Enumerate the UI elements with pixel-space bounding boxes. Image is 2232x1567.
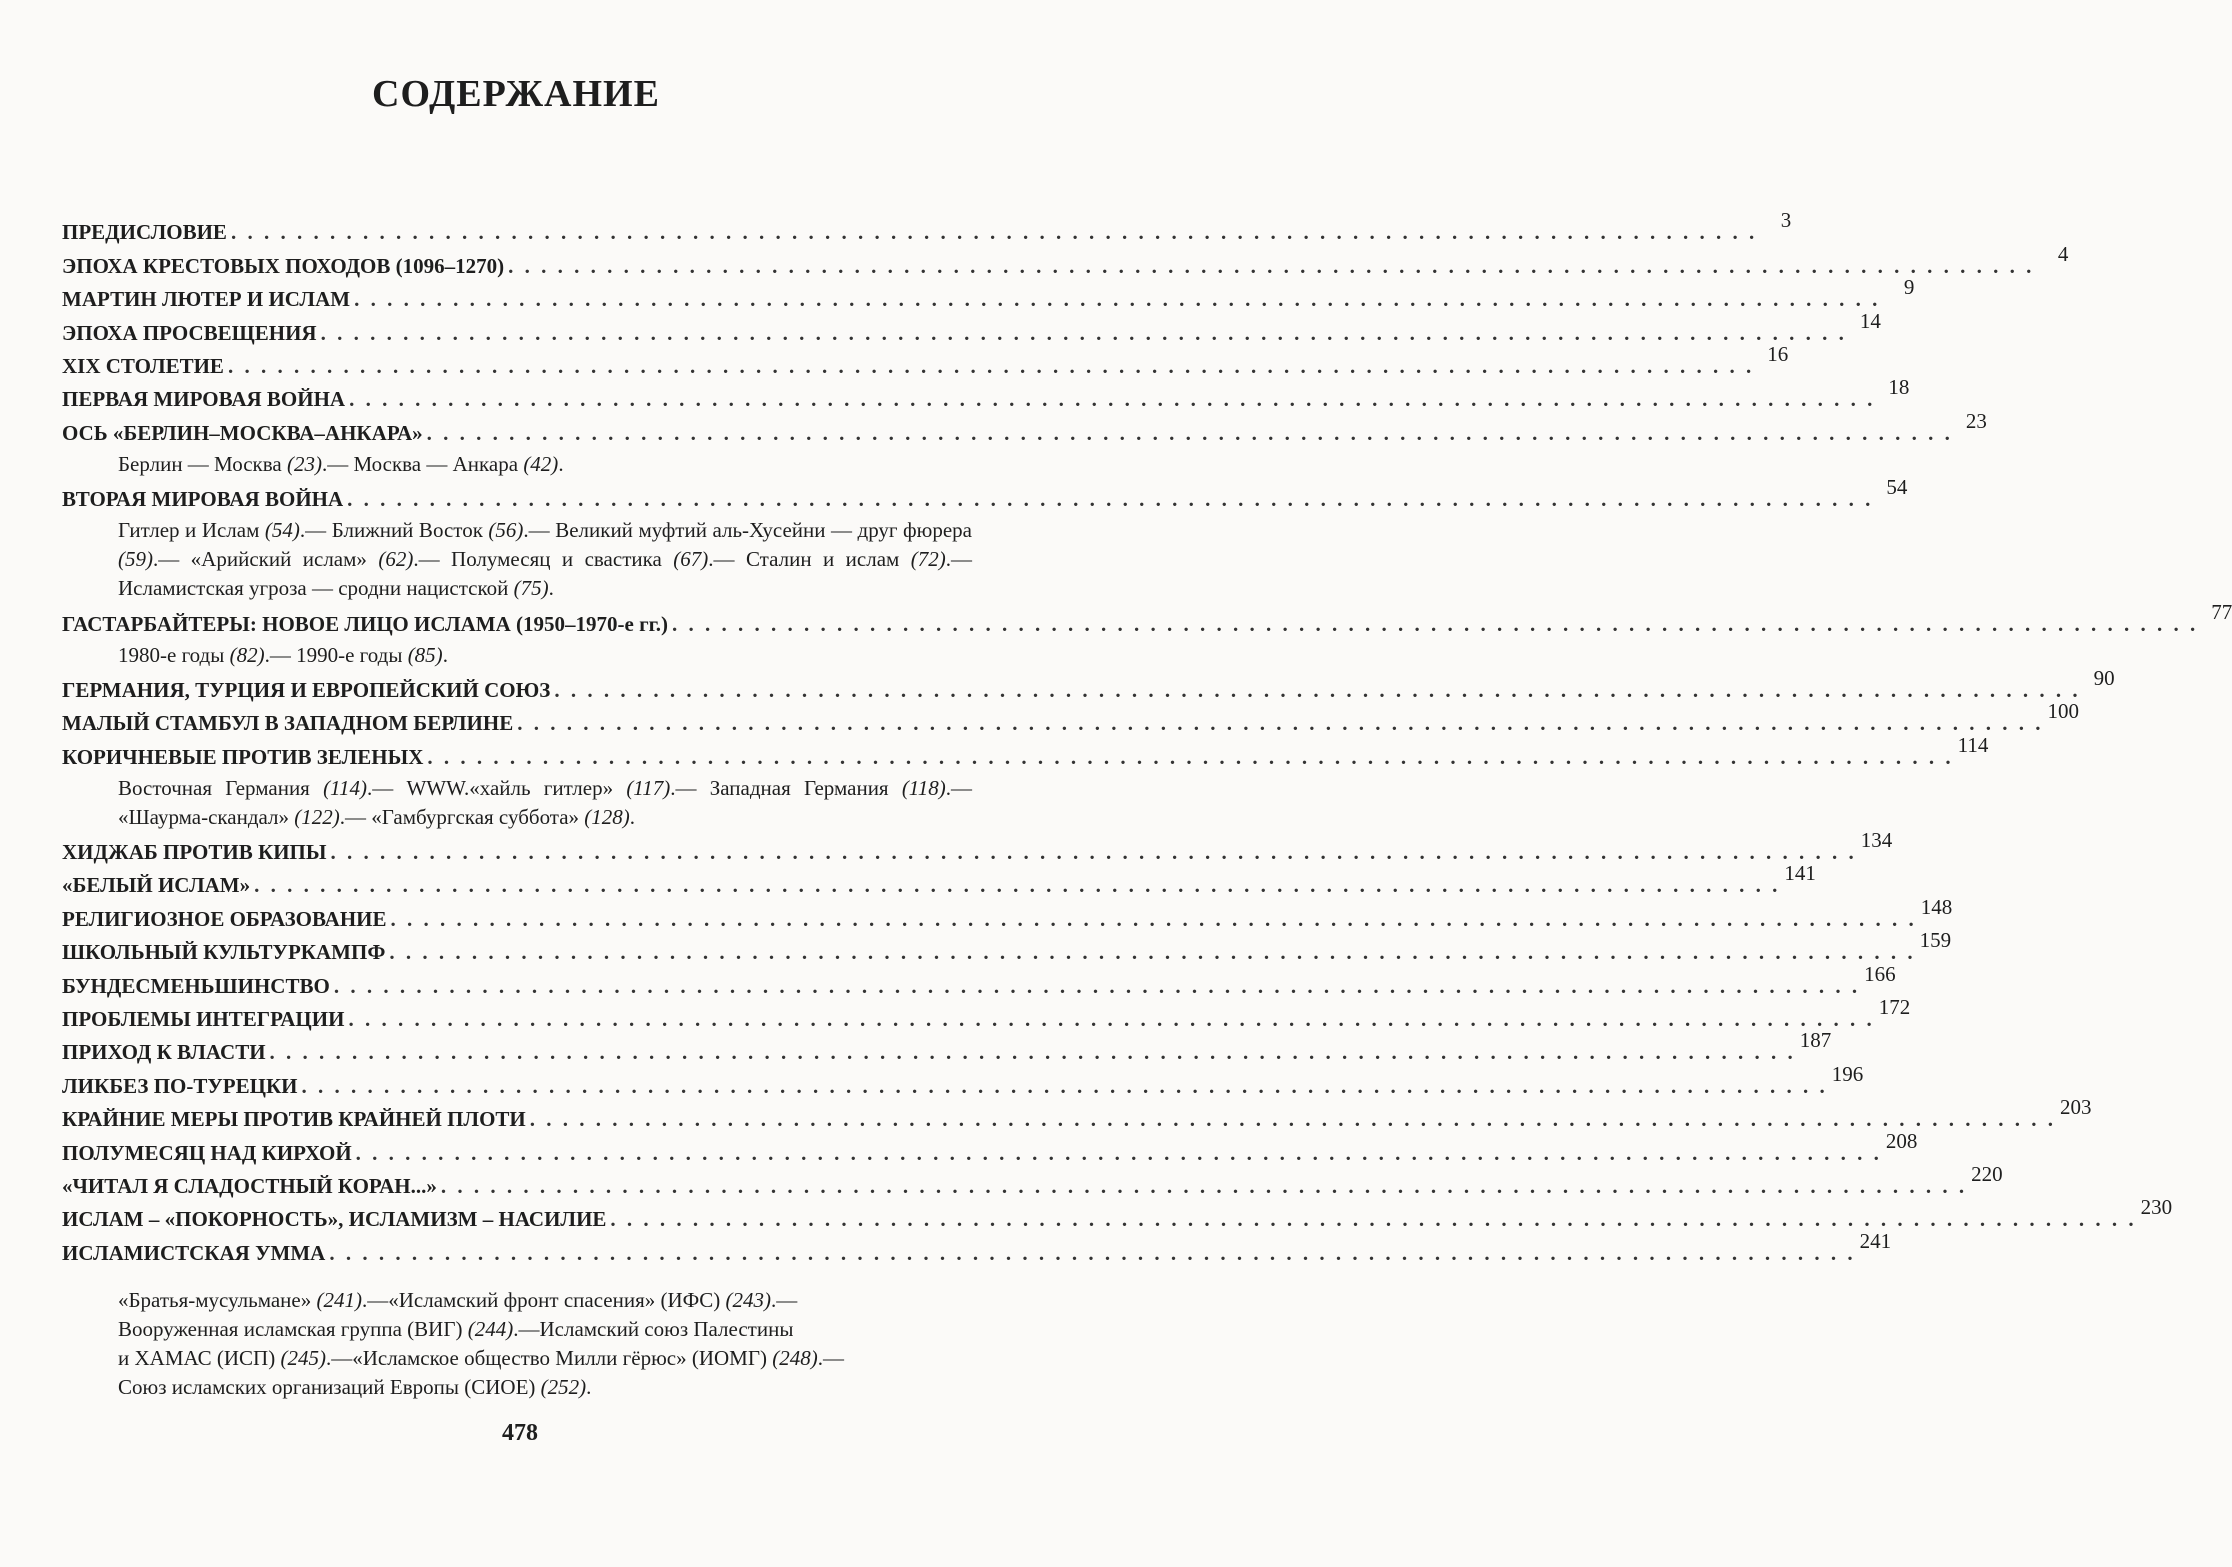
toc-leader-dots: . . . . . . . . . . . . . . . . . . . . . . . . . . . . . . . . . . . . . . . . . . . . . . . . . . . . . . . . . . . . . . . . . . . . . . . . . . . . . . . . . . . . . . . . . . . . . [389,940,1916,965]
toc-entry-label: БУНДЕСМЕНЬШИНСТВО [62,973,330,998]
toc-entry-label: КОРИЧНЕВЫЕ ПРОТИВ ЗЕЛЕНЫХ [62,744,424,769]
subentry-line: Вооруженная исламская группа (ВИГ) (244).—Исламский союз Палестины [118,1317,794,1341]
toc-entry-label: XIX СТОЛЕТИЕ [62,353,224,378]
toc-entry-label: ПОЛУМЕСЯЦ НАД КИРХОЙ [62,1140,352,1165]
table-of-contents [62,208,2232,1268]
toc-subentries-umma [118,1286,918,1402]
toc-entry-label: ЛИКБЕЗ ПО-ТУРЕЦКИ [62,1073,298,1098]
toc-entry [62,1128,1918,1167]
toc-leader-dots: . . . . . . . . . . . . . . . . . . . . . . . . . . . . . . . . . . . . . . . . . . . . . . . . . . . . . . . . . . . . . . . . . . . . . . . . . . . . . . . . . . . . . . . . . . . . . [227,353,1755,378]
toc-entry-page: 241 [1859,1228,1892,1253]
toc-entry [62,1061,1864,1100]
toc-leader-dots: . . . . . . . . . . . . . . . . . . . . . . . . . . . . . . . . . . . . . . . . . . . . . . . . . . . . . . . . . . . . . . . . . . . . . . . . . . . . . . . . . . . . . . . . . . . . . [354,287,1881,312]
toc-entry [62,861,1816,900]
toc-entry-label: РЕЛИГИОЗНОЕ ОБРАЗОВАНИЕ [62,906,387,931]
toc-entry-page: 114 [1957,732,1989,757]
toc-entry-page: 208 [1885,1128,1918,1153]
toc-entry-page: 196 [1831,1061,1864,1086]
toc-entry-page: 23 [1965,408,1987,433]
toc-entry [62,1195,2173,1234]
toc-leader-dots: . . . . . . . . . . . . . . . . . . . . . . . . . . . . . . . . . . . . . . . . . . . . . . . . . . . . . . . . . . . . . . . . . . . . . . . . . . . . . . . . . . . . . . . . . . . . . [426,420,1953,445]
toc-entry-page: 220 [1971,1161,2003,1186]
toc-entry [62,732,1989,771]
toc-entry [62,961,1896,1000]
toc-leader-dots: . . . . . . . . . . . . . . . . . . . . . . . . . . . . . . . . . . . . . . . . . . . . . . . . . . . . . . . . . . . . . . . . . . . . . . . . . . . . . . . . . . . . . . . . . . . . . [347,487,1874,512]
toc-entry-page: 100 [2047,699,2079,724]
toc-entry-label: ГАСТАРБАЙТЕРЫ: НОВОЕ ЛИЦО ИСЛАМА (1950–1970-е гг.) [62,611,669,636]
toc-entry-page: 230 [2140,1195,2173,1220]
toc-leader-dots: . . . . . . . . . . . . . . . . . . . . . . . . . . . . . . . . . . . . . . . . . . . . . . . . . . . . . . . . . . . . . . . . . . . . . . . . . . . . . . . . . . . . . . . . . . . . . [348,1007,1875,1032]
toc-entry-label: ПЕРВАЯ МИРОВАЯ ВОЙНА [62,387,346,412]
toc-entry-page: 9 [1903,275,1915,300]
toc-entry-page: 148 [1920,894,1953,919]
toc-entry-page: 3 [1780,208,1792,233]
toc-leader-dots: . . . . . . . . . . . . . . . . . . . . . . . . . . . . . . . . . . . . . . . . . . . . . . . . . . . . . . . . . . . . . . . . . . . . . . . . . . . . . . . . . . . . . . . . . . . . . [269,1040,1796,1065]
subentry-line: Союз исламских организаций Европы (СИОЕ) (252). [118,1375,592,1399]
toc-entry-label: ЭПОХА КРЕСТОВЫХ ПОХОДОВ (1096–1270) [62,253,505,278]
toc-entry-label: ИСЛАМ – «ПОКОРНОСТЬ», ИСЛАМИЗМ – НАСИЛИЕ [62,1207,607,1232]
toc-leader-dots: . . . . . . . . . . . . . . . . . . . . . . . . . . . . . . . . . . . . . . . . . . . . . . . . . . . . . . . . . . . . . . . . . . . . . . . . . . . . . . . . . . . . . . . . . . . . . [517,711,2044,736]
toc-entry-label: ПРИХОД К ВЛАСТИ [62,1040,266,1065]
toc-entry-page: 203 [2060,1095,2092,1120]
toc-entry [62,1228,1892,1267]
toc-entry-label: ИСЛАМИСТСКАЯ УММА [62,1240,326,1265]
toc-leader-dots: . . . . . . . . . . . . . . . . . . . . . . . . . . . . . . . . . . . . . . . . . . . . . . . . . . . . . . . . . . . . . . . . . . . . . . . . . . . . . . . . . . . . . . . . . . . . . [349,387,1876,412]
toc-entry-page: 14 [1859,308,1881,333]
toc-leader-dots: . . . . . . . . . . . . . . . . . . . . . . . . . . . . . . . . . . . . . . . . . . . . . . . . . . . . . . . . . . . . . . . . . . . . . . . . . . . . . . . . . . . . . . . . . . . . . [672,611,2199,636]
toc-entry [62,828,1893,867]
toc-entry-label: ГЕРМАНИЯ, ТУРЦИЯ И ЕВРОПЕЙСКИЙ СОЮЗ [62,677,551,702]
toc-entry-label: КРАЙНИЕ МЕРЫ ПРОТИВ КРАЙНЕЙ ПЛОТИ [62,1107,526,1132]
toc-leader-dots: . . . . . . . . . . . . . . . . . . . . . . . . . . . . . . . . . . . . . . . . . . . . . . . . . . . . . . . . . . . . . . . . . . . . . . . . . . . . . . . . . . . . . . . . . . . . . [320,320,1847,345]
toc-leader-dots: . . . . . . . . . . . . . . . . . . . . . . . . . . . . . . . . . . . . . . . . . . . . . . . . . . . . . . . . . . . . . . . . . . . . . . . . . . . . . . . . . . . . . . . . . . . . . [330,840,1857,865]
toc-entry-page: 4 [2057,241,2069,266]
toc-entry-page: 159 [1919,928,1952,953]
toc-entry-label: ЭПОХА ПРОСВЕЩЕНИЯ [62,320,317,345]
toc-entry-page: 141 [1784,861,1816,886]
toc-entry-label: ПРЕДИСЛОВИЕ [62,220,227,245]
toc-leader-dots: . . . . . . . . . . . . . . . . . . . . . . . . . . . . . . . . . . . . . . . . . . . . . . . . . . . . . . . . . . . . . . . . . . . . . . . . . . . . . . . . . . . . . . . . . . . . . [329,1240,1856,1265]
toc-entry [62,275,1915,314]
toc-entry-label: «ЧИТАЛ Я СЛАДОСТНЫЙ КОРАН...» [62,1173,437,1198]
toc-entry-label: «БЕЛЫЙ ИСЛАМ» [62,873,251,898]
toc-entry [62,1161,2003,1201]
toc-leader-dots: . . . . . . . . . . . . . . . . . . . . . . . . . . . . . . . . . . . . . . . . . . . . . . . . . . . . . . . . . . . . . . . . . . . . . . . . . . . . . . . . . . . . . . . . . . . . . [333,973,1861,998]
toc-entry-label: МАЛЫЙ СТАМБУЛ В ЗАПАДНОМ БЕРЛИНЕ [62,711,514,736]
toc-leader-dots: . . . . . . . . . . . . . . . . . . . . . . . . . . . . . . . . . . . . . . . . . . . . . . . . . . . . . . . . . . . . . . . . . . . . . . . . . . . . . . . . . . . . . . . . . . . . . [554,677,2081,702]
page-number: 478 [502,1420,538,1446]
toc-entry [62,995,1911,1034]
toc-leader-dots: . . . . . . . . . . . . . . . . . . . . . . . . . . . . . . . . . . . . . . . . . . . . . . . . . . . . . . . . . . . . . . . . . . . . . . . . . . . . . . . . . . . . . . . . . . . . . [508,253,2035,278]
toc-entry-label: ОСЬ «БЕРЛИН–МОСКВА–АНКАРА» [62,420,423,445]
toc-entry-label: ПРОБЛЕМЫ ИНТЕГРАЦИИ [62,1007,345,1032]
toc-entry [62,599,2232,638]
toc-subentries: 1980-е годы (82).— 1990-е годы (85). [118,642,448,667]
toc-entry [62,241,2069,280]
toc-entry [62,928,1952,967]
toc-entry [62,699,2079,738]
page-title: СОДЕРЖАНИЕ [372,73,660,115]
toc-leader-dots: . . . . . . . . . . . . . . . . . . . . . . . . . . . . . . . . . . . . . . . . . . . . . . . . . . . . . . . . . . . . . . . . . . . . . . . . . . . . . . . . . . . . . . . . . . . . . [301,1073,1828,1098]
toc-leader-dots: . . . . . . . . . . . . . . . . . . . . . . . . . . . . . . . . . . . . . . . . . . . . . . . . . . . . . . . . . . . . . . . . . . . . . . . . . . . . . . . . . . . . . . . . . . . . . [529,1107,2056,1132]
toc-leader-dots: . . . . . . . . . . . . . . . . . . . . . . . . . . . . . . . . . . . . . . . . . . . . . . . . . . . . . . . . . . . . . . . . . . . . . . . . . . . . . . . . . . . . . . . . . . . . . [254,873,1781,898]
toc-subentries: Восточная Германия (114).— WWW.«хайль гитлер» (117).— Западная Германия (118).— «Шаурма-скандал» (122).— «Гамбургская суббота» (128). [118,775,972,829]
toc-entry-page: 187 [1799,1028,1832,1053]
toc-leader-dots: . . . . . . . . . . . . . . . . . . . . . . . . . . . . . . . . . . . . . . . . . . . . . . . . . . . . . . . . . . . . . . . . . . . . . . . . . . . . . . . . . . . . . . . . . . . . . [390,906,1917,931]
toc-leader-dots: . . . . . . . . . . . . . . . . . . . . . . . . . . . . . . . . . . . . . . . . . . . . . . . . . . . . . . . . . . . . . . . . . . . . . . . . . . . . . . . . . . . . . . . . . . . . . [230,220,1758,245]
toc-subentries: Гитлер и Ислам (54).— Ближний Восток (56).— Великий муфтий аль-Хусейни — друг фюрера (59).— «Арийский ислам» (62).— Полумесяц и свастика (67).— Сталин и ислам (72).— Исламистская угроза — сродни нацистской (75). [118,518,973,601]
toc-entry [62,1095,2092,1134]
toc-entry-page: 54 [1886,475,1908,500]
toc-entry-label: ХИДЖАБ ПРОТИВ КИПЫ [62,840,327,865]
toc-entry [62,665,2115,705]
toc-entry-page: 18 [1888,375,1910,400]
toc-entry-label: ВТОРАЯ МИРОВАЯ ВОЙНА [62,487,344,512]
toc-entry [62,408,1987,447]
toc-entry [62,308,1881,347]
subentry-line: «Братья-мусульмане» (241).—«Исламский фронт спасения» (ИФС) (243).— [118,1288,798,1312]
toc-entry-page: 90 [2093,665,2115,690]
toc-entry-label: ШКОЛЬНЫЙ КУЛЬТУРКАМПФ [62,940,386,965]
toc-entry [62,894,1953,933]
toc-leader-dots: . . . . . . . . . . . . . . . . . . . . . . . . . . . . . . . . . . . . . . . . . . . . . . . . . . . . . . . . . . . . . . . . . . . . . . . . . . . . . . . . . . . . . . . . . . . . . [355,1140,1882,1165]
toc-entry [62,1028,1832,1067]
toc-entry [62,375,1910,414]
toc-leader-dots: . . . . . . . . . . . . . . . . . . . . . . . . . . . . . . . . . . . . . . . . . . . . . . . . . . . . . . . . . . . . . . . . . . . . . . . . . . . . . . . . . . . . . . . . . . . . . [610,1207,2137,1232]
toc-leader-dots: . . . . . . . . . . . . . . . . . . . . . . . . . . . . . . . . . . . . . . . . . . . . . . . . . . . . . . . . . . . . . . . . . . . . . . . . . . . . . . . . . . . . . . . . . . . . . [427,744,1954,769]
toc-leader-dots: . . . . . . . . . . . . . . . . . . . . . . . . . . . . . . . . . . . . . . . . . . . . . . . . . . . . . . . . . . . . . . . . . . . . . . . . . . . . . . . . . . . . . . . . . . . . . [440,1173,1968,1198]
toc-entry [62,208,1792,247]
toc-subentries: Берлин — Москва (23).— Москва — Анкара (42). [118,451,564,476]
subentry-line: и ХАМАС (ИСП) (245).—«Исламское общество Милли гёрюс» (ИОМГ) (248).— [118,1346,844,1370]
toc-entry [62,475,1908,514]
toc-entry-page: 166 [1864,961,1896,986]
toc-entry-page: 172 [1878,995,1911,1020]
toc-entry-page: 134 [1860,828,1893,853]
toc-entry-page: 77 [2211,599,2232,624]
toc-entry-page: 16 [1767,341,1789,366]
toc-entry-label: МАРТИН ЛЮТЕР И ИСЛАМ [62,287,351,312]
toc-entry [62,341,1789,381]
